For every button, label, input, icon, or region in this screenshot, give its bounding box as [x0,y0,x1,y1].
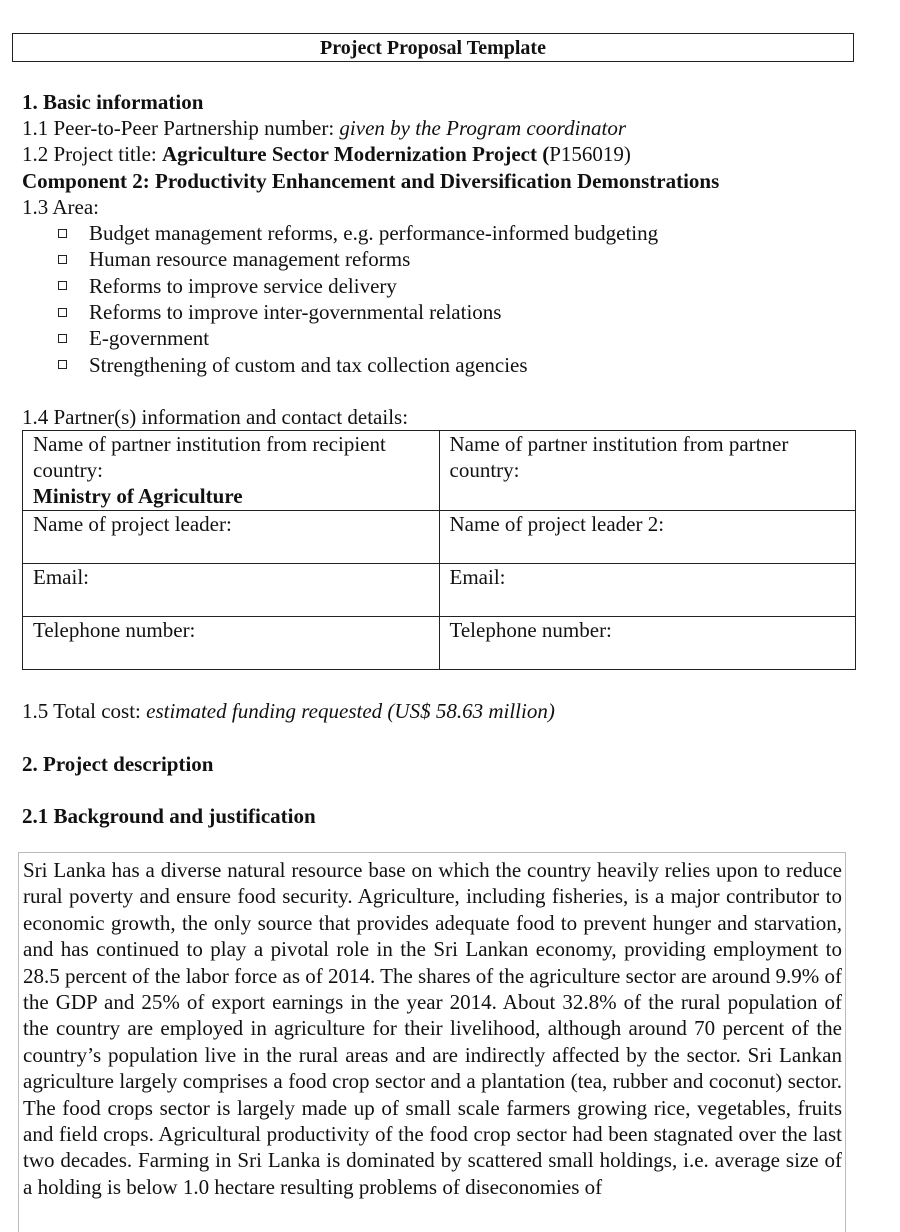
recipient-institution-value: Ministry of Agriculture [33,484,243,508]
area-option-label: Human resource management reforms [89,247,411,272]
area-option[interactable] [56,299,658,325]
area-option-label: Strengthening of custom and tax collection agencies [89,352,528,377]
email-2-label: Email: [449,565,506,589]
area-option[interactable] [56,220,658,246]
checkbox-icon[interactable] [58,334,67,343]
email-label: Email: [33,565,89,589]
checkbox-icon[interactable] [58,255,67,264]
total-cost-line [22,698,555,724]
section-1-heading: 1. Basic information [22,90,204,114]
telephone-label: Telephone number: [33,618,196,642]
project-leader-2-label: Name of project leader 2: [449,512,665,536]
area-option[interactable] [56,273,658,299]
document-title: Project Proposal Template [12,33,854,62]
area-option[interactable] [56,246,658,272]
area-checklist [56,220,658,378]
email-cell[interactable] [23,564,440,617]
telephone-2-cell[interactable] [439,617,856,670]
project-title-value: Agriculture Sector Modernization Project ( [161,142,550,166]
project-leader-2-cell[interactable] [439,511,856,564]
area-option-label: Budget management reforms, e.g. performance-informed budgeting [89,221,659,246]
table-row [23,431,856,511]
area-option-label: E-government [89,326,210,351]
recipient-institution-cell[interactable] [23,431,440,511]
partner-institution-label: Name of partner institution from partner country: [449,432,789,482]
project-title-line [22,141,631,167]
area-option-label: Reforms to improve service delivery [89,273,397,298]
recipient-institution-label: Name of partner institution from recipient country: [33,432,386,482]
telephone-2-label: Telephone number: [449,618,612,642]
project-leader-cell[interactable] [23,511,440,564]
project-code: P156019) [549,142,631,166]
partner-contacts-table [22,430,856,670]
p2p-number-label: 1.1 Peer-to-Peer Partnership number: [22,116,340,140]
table-row [23,564,856,617]
telephone-cell[interactable] [23,617,440,670]
total-cost-value: estimated funding requested (US$ 58.63 million) [146,699,555,723]
p2p-number-line [22,115,626,141]
partners-label: 1.4 Partner(s) information and contact details: [22,405,409,429]
email-2-cell[interactable] [439,564,856,617]
project-title-label: 1.2 Project title: [22,142,162,166]
table-row [23,511,856,564]
checkbox-icon[interactable] [58,308,67,317]
checkbox-icon[interactable] [58,281,67,290]
component-heading: Component 2: Productivity Enhancement and Diversification Demonstrations [22,169,720,193]
total-cost-label: 1.5 Total cost: [22,699,147,723]
project-leader-label: Name of project leader: [33,512,232,536]
area-option[interactable] [56,325,658,351]
partner-institution-cell[interactable] [439,431,856,511]
table-row [23,617,856,670]
area-option-label: Reforms to improve inter-governmental relations [89,300,502,325]
area-label: 1.3 Area: [22,195,99,219]
checkbox-icon[interactable] [58,229,67,238]
checkbox-icon[interactable] [58,360,67,369]
area-option[interactable] [56,351,658,377]
background-justification-text[interactable]: Sri Lanka has a diverse natural resource base on which the country heavily relies upon to reduce rural poverty and ensure food security. Agriculture, including fisheries, is a major contributor to economic growth, the only source that provides adequate food to prevent hunger and starvation, and has continued to play a pivotal role in the Sri Lankan economy, providing employment to 28.5 percent of the labor force as of 2014. The shares of the agriculture sector are around 9.9% of the GDP and 25% of export earnings in the year 2014. About 32.8% of the rural population of the country are employed in agriculture for their livelihood, although around 70 percent of the country’s population live in the rural areas and are indirectly affected by the sector. Sri Lankan agriculture largely comprises a food crop sector and a plantation (tea, rubber and coconut) sector. The food crops sector is largely made up of small scale farmers growing rice, vegetables, fruits and field crops. Agricultural productivity of the food crop sector had been stagnated over the last two decades. Farming in Sri Lanka is dominated by scattered small holdings, i.e. average size of a holding is below 1.0 hectare resulting problems of diseconomies of [18,852,846,1232]
p2p-number-value: given by the Program coordinator [339,116,626,140]
background-heading: 2.1 Background and justification [22,804,316,828]
section-2-heading: 2. Project description [22,752,214,776]
